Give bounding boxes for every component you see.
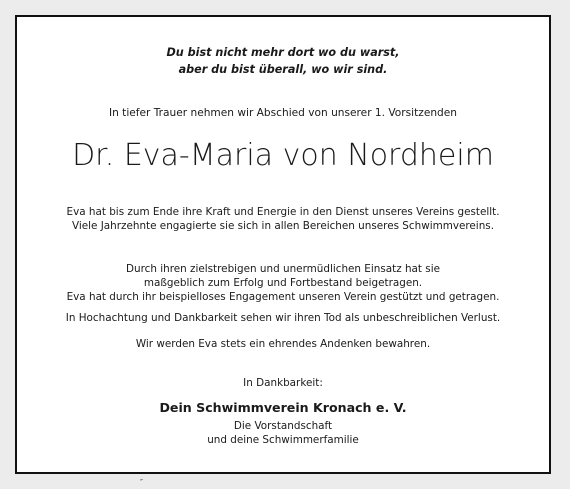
tribute-paragraph [17,262,549,304]
thanks-line: In Dankbarkeit: [243,377,323,389]
signers [17,419,549,447]
tribute-paragraph [17,337,549,351]
obituary-notice [15,15,551,474]
tribute-line: maßgeblich zum Erfolg und Fortbestand beigetragen. [143,277,423,289]
tribute-line: Eva hat bis zum Ende ihre Kraft und Energie in den Dienst unseres Vereins gestellt. [66,206,500,218]
tribute-line: Eva hat durch ihr beispielloses Engagement unseren Verein gestützt und getragen. [66,291,500,303]
footer-mark: ″ [140,478,143,487]
tribute-paragraph [17,311,549,325]
tribute-line: In Hochachtung und Dankbarkeit sehen wir ihren Tod als unbeschreiblichen Verlust. [65,312,501,324]
signer-line: und deine Schwimmerfamilie [207,434,359,446]
deceased-name: Dr. Eva-Maria von Nordheim [72,138,494,173]
signer-line: Die Vorstandschaft [233,420,333,432]
motto-line: Du bist nicht mehr dort wo du warst, [166,46,400,59]
tribute-line: Wir werden Eva stets ein ehrendes Andenken bewahren. [135,338,431,350]
tribute-line: Durch ihren zielstrebigen und unermüdlichen Einsatz hat sie [126,263,440,275]
tribute-line: Viele Jahrzehnte engagierte sie sich in allen Bereichen unseres Schwimmvereins. [71,220,494,232]
intro-line: In tiefer Trauer nehmen wir Abschied von unserer 1. Vorsitzenden [108,107,458,119]
motto-line: aber du bist überall, wo wir sind. [178,63,388,76]
club-name: Dein Schwimmverein Kronach e. V. [159,400,407,415]
motto-quote [17,44,549,78]
tribute-paragraph [17,205,549,233]
